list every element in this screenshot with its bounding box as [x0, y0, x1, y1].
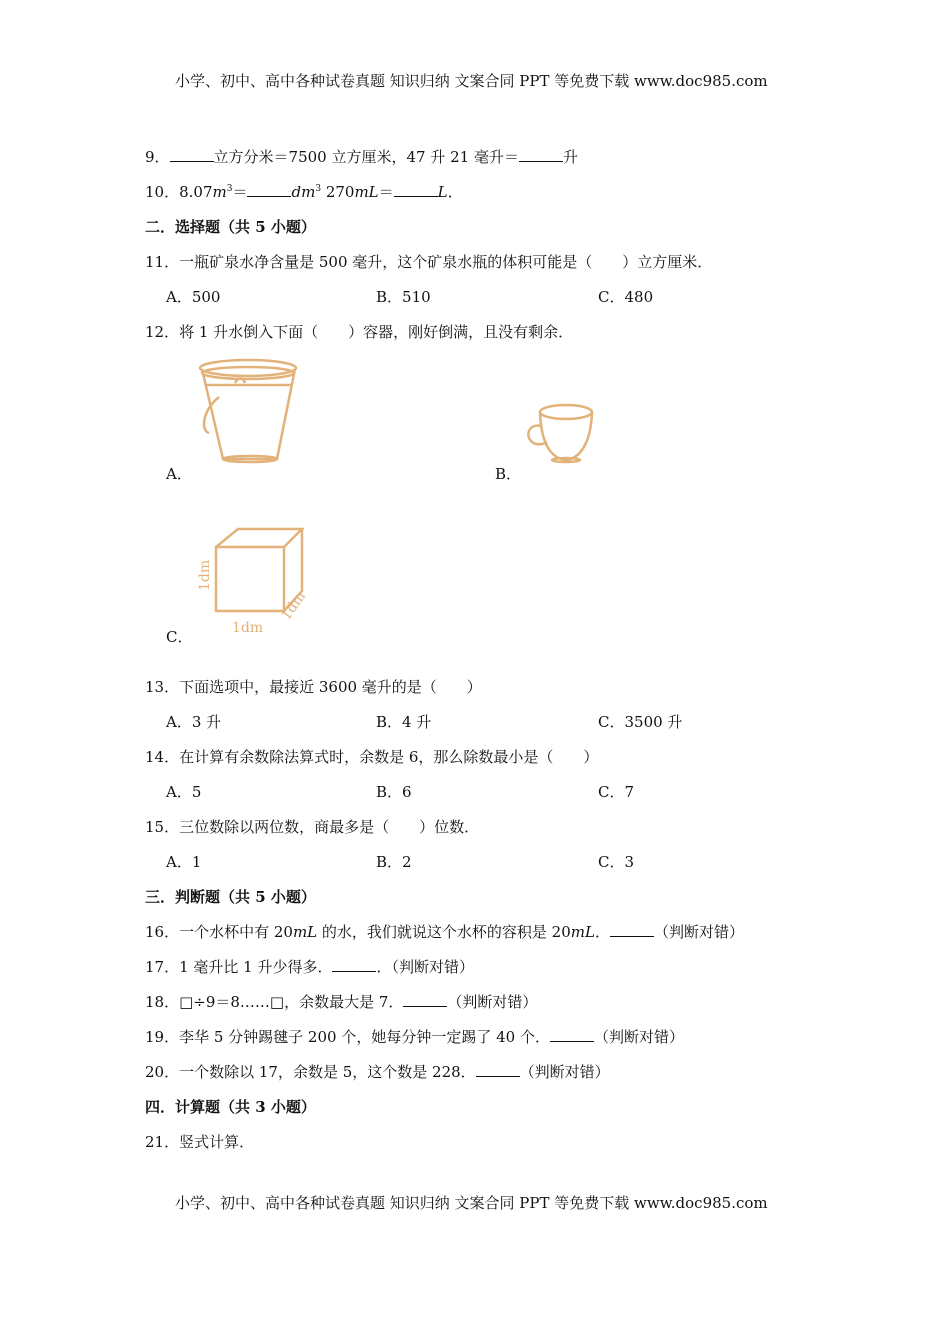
q17-blank[interactable]: [332, 957, 376, 972]
q10-unit-dm: dm: [291, 183, 316, 201]
q10-exp2: 3: [315, 184, 322, 194]
q16-text-3: ．: [594, 923, 610, 941]
cube-width-label: 1dm: [232, 620, 264, 636]
q13-option-c[interactable]: C．3500 升: [598, 713, 683, 731]
question-19: [145, 1026, 684, 1047]
q11-option-c[interactable]: C．480: [598, 288, 654, 306]
question-21: 21．竖式计算．: [145, 1133, 255, 1151]
question-17: [145, 956, 474, 977]
q13-option-b[interactable]: B．4 升: [376, 713, 432, 731]
q10-unit-l: L: [437, 183, 448, 201]
q12-option-c[interactable]: C．: [166, 628, 193, 646]
q20-hint: （判断对错）: [519, 1063, 610, 1081]
q9-blank-2[interactable]: [519, 147, 563, 162]
q10-eq2: ＝: [378, 183, 394, 201]
page-header: 小学、初中、高中各种试卷真题 知识归纳 文案合同 PPT 等免费下载 www.doc985.com: [175, 72, 768, 90]
question-9: [145, 146, 578, 167]
q16-blank[interactable]: [610, 922, 654, 937]
q16-text-2: 的水，我们就说这个水杯的容积是 20: [317, 923, 571, 941]
q13-option-a[interactable]: A．3 升: [166, 713, 222, 731]
q20-text: 20．一个数除以 17，余数是 5，这个数是 228．: [145, 1063, 476, 1081]
q15-option-a[interactable]: A．1: [166, 853, 202, 871]
q14-option-b[interactable]: B．6: [376, 783, 412, 801]
q19-blank[interactable]: [550, 1027, 594, 1042]
question-20: [145, 1061, 610, 1082]
q18-hint: （判断对错）: [447, 993, 538, 1011]
q14-option-a[interactable]: A．5: [166, 783, 202, 801]
question-10: [145, 181, 463, 202]
q19-text: 19．李华 5 分钟踢毽子 200 个，她每分钟一定踢了 40 个．: [145, 1028, 550, 1046]
q10-end: ．: [447, 183, 463, 201]
q18-text: 18．□÷9＝8……□，余数最大是 7．: [145, 993, 404, 1011]
q15-option-c[interactable]: C．3: [598, 853, 635, 871]
q10-unit-ml: mL: [354, 183, 379, 201]
question-13: 13．下面选项中，最接近 3600 毫升的是（ ）: [145, 678, 482, 696]
question-18: [145, 991, 537, 1012]
cup-image: [522, 400, 594, 466]
cube-height-label: 1dm: [197, 559, 213, 591]
q12-option-a[interactable]: A．: [166, 465, 192, 483]
q10-blank-1[interactable]: [247, 182, 291, 197]
question-11: 11．一瓶矿泉水净含量是 500 毫升，这个矿泉水瓶的体积可能是（ ）立方厘米．: [145, 253, 713, 271]
question-14: 14．在计算有余数除法算式时，余数是 6，那么除数最小是（ ）: [145, 748, 599, 766]
q9-text: 立方分米＝7500 立方厘米，47 升 21 毫升＝: [213, 148, 519, 166]
q10-value: 8.07: [179, 183, 213, 201]
q17-text: 17．1 毫升比 1 升少得多．: [145, 958, 333, 976]
q9-blank-1[interactable]: [170, 147, 214, 162]
bucket-image: [195, 355, 305, 467]
q9-unit: 升: [562, 148, 578, 166]
question-16: [145, 921, 744, 942]
q10-exp: 3: [226, 184, 233, 194]
q10-eq: ＝: [232, 183, 248, 201]
q19-hint: （判断对错）: [593, 1028, 684, 1046]
q16-unit-1: mL: [292, 923, 318, 941]
section-2-title: 二．选择题（共 5 小题）: [145, 218, 316, 236]
section-3-title: 三．判断题（共 5 小题）: [145, 888, 316, 906]
cube-depth-label: 1dm: [278, 588, 310, 624]
section-4-title: 四．计算题（共 3 小题）: [145, 1098, 316, 1116]
q10-mid: 270: [321, 183, 355, 201]
q15-option-b[interactable]: B．2: [376, 853, 412, 871]
q20-blank[interactable]: [476, 1062, 520, 1077]
q11-option-b[interactable]: B．510: [376, 288, 431, 306]
q16-unit-2: mL: [570, 923, 595, 941]
q10-blank-2[interactable]: [394, 182, 438, 197]
q14-option-c[interactable]: C．7: [598, 783, 635, 801]
q10-number: 10．: [145, 183, 180, 201]
question-12: 12．将 1 升水倒入下面（ ）容器，刚好倒满，且没有剩余．: [145, 323, 574, 341]
q16-hint: （判断对错）: [653, 923, 744, 941]
q17-hint: ．（判断对错）: [376, 958, 474, 976]
page-footer: 小学、初中、高中各种试卷真题 知识归纳 文案合同 PPT 等免费下载 www.doc985.com: [175, 1194, 768, 1212]
q10-unit-m: m: [212, 183, 227, 201]
q9-number: 9．: [145, 148, 170, 166]
q12-option-b[interactable]: B．: [495, 465, 522, 483]
q18-blank[interactable]: [403, 992, 447, 1007]
cube-image: [192, 525, 316, 637]
q16-text-1: 16．一个水杯中有 20: [145, 923, 293, 941]
q11-option-a[interactable]: A．500: [166, 288, 221, 306]
question-15: 15．三位数除以两位数，商最多是（ ）位数．: [145, 818, 480, 836]
